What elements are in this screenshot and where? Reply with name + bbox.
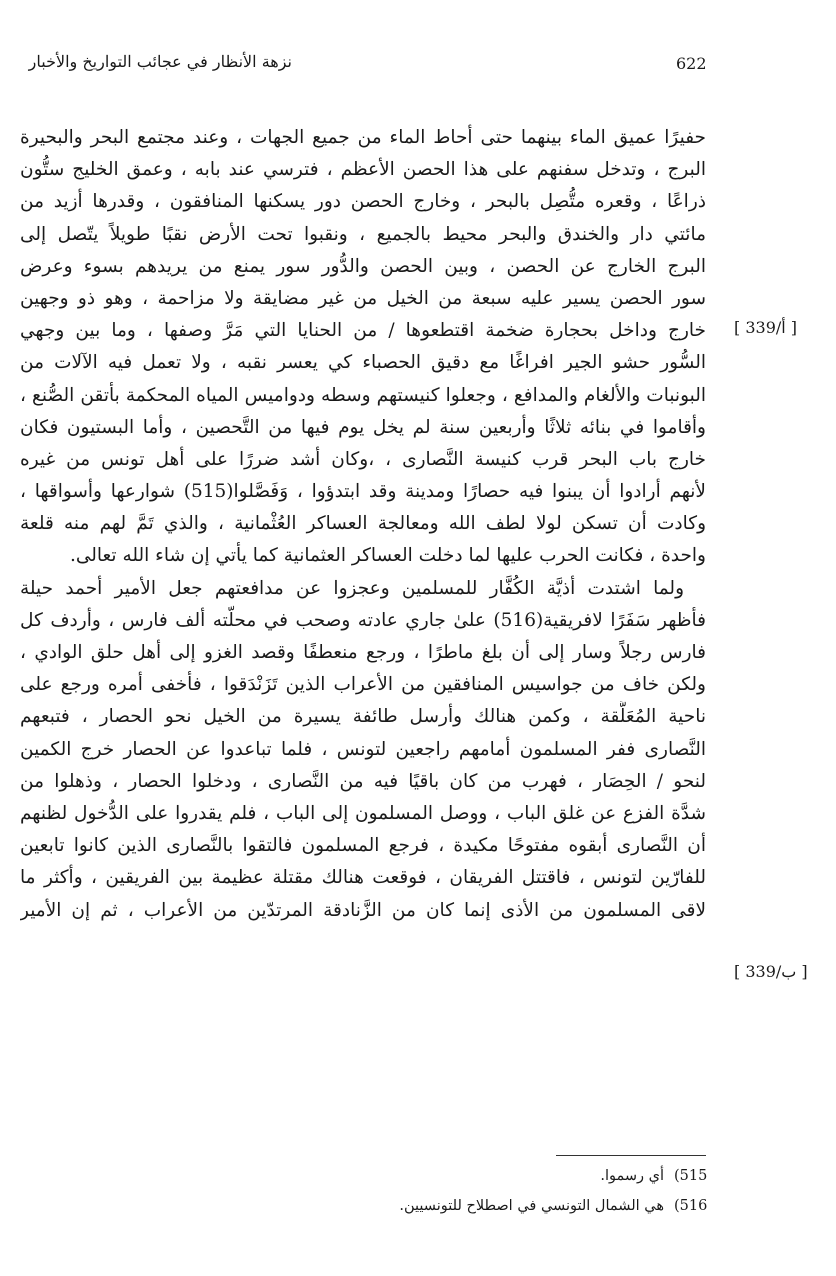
footnote-text: هي الشمال التونسي في اصطلاح للتونسيين. <box>399 1198 664 1214</box>
body-text <box>20 122 706 927</box>
footnote-rule <box>556 1155 706 1156</box>
page-number: 622 <box>676 54 707 73</box>
text-line: ولكن خاف من جواسيس المنافقين من الأعراب الذين تَزَنْدَقوا ، فأخفى أمره ورجع على <box>20 674 706 696</box>
text-line: لأنهم أرادوا أن يبنوا فيه حصارًا ومدينة وقد ابتدؤوا ، وَفَصَّلوا(515) شوارعها وأسواقها ، <box>20 481 706 503</box>
text-line: البرج الخارج عن الحصن ، وبين الحصن والدُّور سور يمنع من يريدهم بسوء وعرض <box>20 255 706 277</box>
text-line: وأقاموا في بنائه ثلاثًا وأربعين سنة لم يخل يوم فيها من التَّحصين ، وأما البستيون فكان <box>20 416 706 438</box>
footnote-516 <box>399 1198 706 1214</box>
text-line: النَّصارى ففر المسلمون أمامهم راجعين لتونس ، فلما تباعدوا عن الحصار خرج الكمين <box>20 738 706 760</box>
text-line: واحدة ، فكانت الحرب عليها لما دخلت العساكر العثمانية كما يأتي إن شاء الله تعالى. <box>69 545 706 567</box>
text-line: ذراعًا ، وقعره متُّصِل بالبحر ، وخارج الحصن دور يسكنها المنافقون ، وقدرها أزيد من <box>20 191 706 213</box>
text-line: البرج ، وتدخل سفنهم على هذا الحصن الأعظم ، فترسي عند بابه ، وعمق الخليج ستُّون <box>20 159 706 181</box>
text-line: شدَّة الفزع عن غلق الباب ، ووصل المسلمون إلى الباب ، فلم يقدروا على الدُّخول لظنهم <box>20 802 706 824</box>
footnote-text: أي رسموا. <box>600 1168 664 1184</box>
margin-note-339a: [ أ/339 ] <box>734 318 798 337</box>
margin-note-339b: [ ب/339 ] <box>734 962 808 981</box>
running-title: نزهة الأنظار في عجائب التواريخ والأخبار <box>28 52 292 71</box>
text-line: ولما اشتدت أذيَّة الكُفَّار للمسلمين وعجزوا عن مدافعتهم جعل الأمير أحمد حيلة <box>20 577 684 599</box>
footnote-number: (515 <box>674 1168 708 1184</box>
text-line: سور الحصن يسير عليه سبعة من الخيل من غير مضايقة ولا مزاحمة ، وهو ذو وجهين <box>20 287 706 309</box>
text-line: وكادت أن تسكن لولا لطف الله ومعالجة العساكر العُثْمانية ، والذي تَمَّ لهم منه قلعة <box>20 513 706 535</box>
text-line: للفارّين لتونس ، فاقتتل الفريقان ، فوقعت هنالك مقتلة عظيمة بين الفريقين ، وأكثر ما <box>20 867 706 889</box>
text-line: لاقى المسلمون من الأذى إنما كان من الزَّنادقة المرتدّين من الأعراب ، ثم إن الأمير <box>20 899 706 921</box>
text-line: خارج باب البحر قرب كنيسة النَّصارى ، ،وكان أشد ضررًا على أهل تونس من غيره <box>20 448 706 470</box>
text-line: فارس رجلاً وسار إلى أن بلغ ماطرًا ، ورجع منعطفًا وقصد الغزو إلى أهل حلق الوادي ، <box>20 642 706 663</box>
text-line: لنحو / الحِصَار ، فهرب من كان باقيًا فيه من النَّصارى ، ودخلوا الحصار ، وذهلوا من <box>20 770 706 792</box>
text-line: ناحية المُعَلَّقة ، وكمن هنالك وأرسل طائفة يسيرة من الخيل نحو الحصار ، فتبعهم <box>20 706 706 728</box>
text-line: فأظهر سَفَرًا لافريقية(516) علىٰ جاري عادته وصحب في محلّته ألف فارس ، وأردف كل <box>20 609 706 631</box>
text-line: أن النَّصارى أبقوه مفتوحًا مكيدة ، فرجع المسلمون فالتقوا بالنَّصارى الذين كانوا تابعين <box>20 835 706 857</box>
text-line: السُّور حشو الجير افراغًا مع دقيق الحصباء كي يعسر نقبه ، ولا تعمل فيه الآلات من <box>20 352 706 374</box>
text-line: البونبات والألغام والمدافع ، وجعلوا كنيستهم وسطه ودواميس المياه المحكمة بأتقن الصُّنع ، <box>20 384 706 406</box>
text-line: مائتي دار والخندق والبحر محيط بالجميع ، ونقبوا تحت الأرض نقبًا طويلاً يتّصل إلى <box>20 223 706 245</box>
text-line: خارج وداخل بحجارة ضخمة اقتطعوها / من الحنايا التي مَرَّ وصفها ، وما بين وجهي <box>20 320 706 342</box>
footnote-515 <box>600 1168 706 1184</box>
footnote-number: (516 <box>674 1198 708 1214</box>
text-line: حفيرًا عميق الماء بينهما حتى أحاط الماء من جميع الجهات ، وعند مجتمع البحر والبحيرة <box>20 127 706 148</box>
